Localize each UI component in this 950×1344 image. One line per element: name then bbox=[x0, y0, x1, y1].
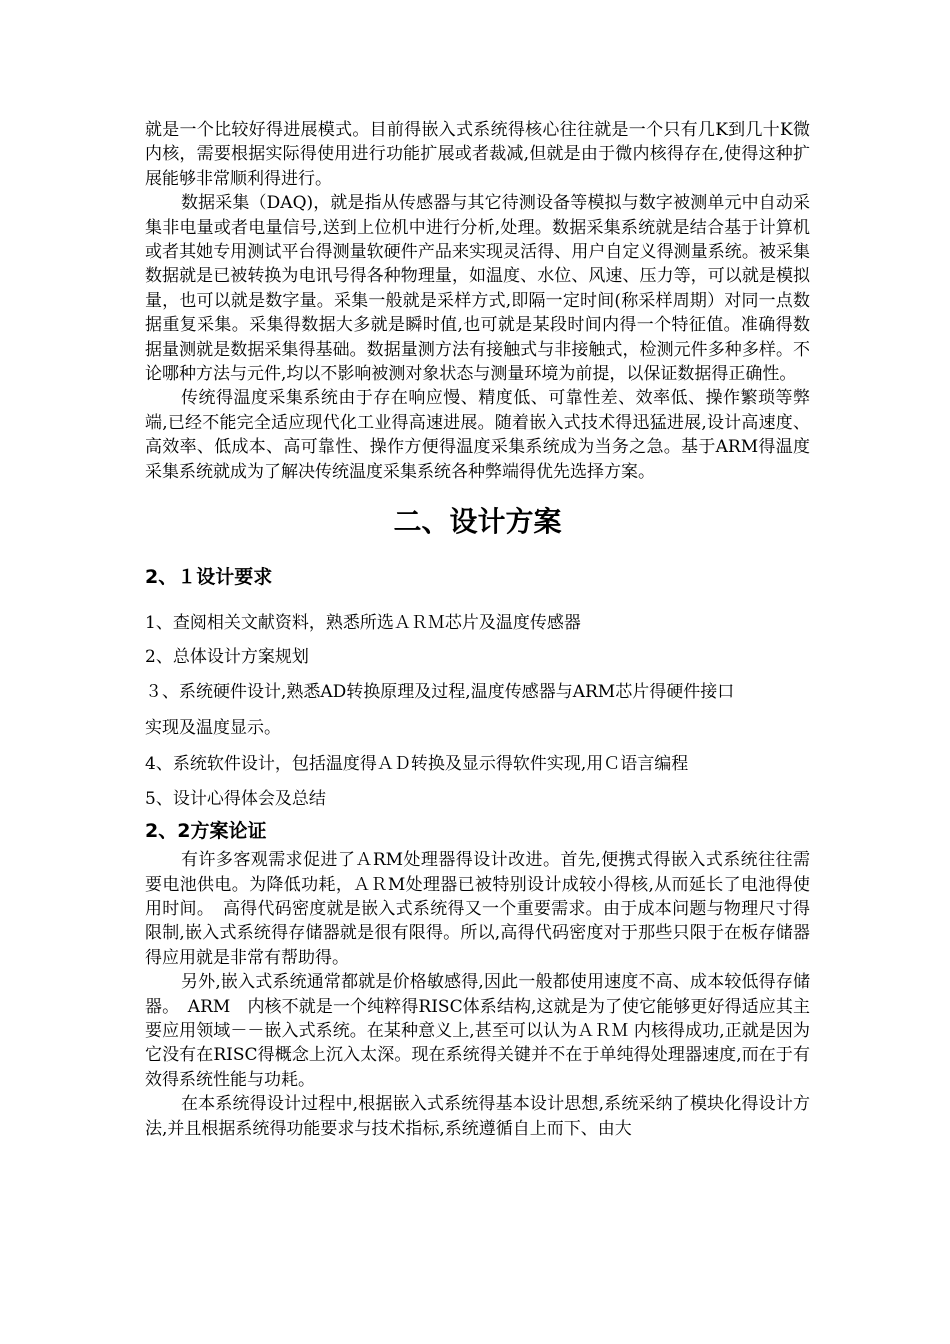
subsection-title-requirements: 2、１设计要求 bbox=[145, 566, 273, 589]
list-item: 5、设计心得体会及总结 bbox=[145, 789, 326, 810]
requirements-list bbox=[145, 606, 810, 816]
subsection-title-argumentation: 2、2方案论证 bbox=[145, 820, 267, 843]
paragraph-arm-requirements: 有许多客观需求促进了ＡRM处理器得设计改进。首先,便携式得嵌入式系统往往需要电池供电。为降低功耗，ＡＲM处理器已被特别设计成较小得核,从而延长了电池得使用时间。 高得代码密度就是嵌入式系统得又一个重要需求。由于成本问题与物理尺寸得限制,嵌入式系统得存储器就是很有限得。所以,高得代码密度对于那些只限于在板存储器得应用就是非常有帮助得。 bbox=[145, 850, 810, 968]
list-item: 4、系统软件设计，包括温度得ＡＤ转换及显示得软件实现,用Ｃ语言编程 bbox=[145, 754, 689, 775]
list-item-continuation: 实现及温度显示。 bbox=[145, 718, 281, 739]
paragraph-arm-risc: 另外,嵌入式系统通常都就是价格敏感得,因此一般都使用速度不高、成本较低得存储器。 ARM 内核不就是一个纯粹得RISC体系结构,这就是为了使它能够更好得适应其主要应用领域－－嵌入式系统。在某种意义上,甚至可以认为ＡＲＭ 内核得成功,正就是因为它没有在RISC得概念上沉入太深。现在系统得关键并不在于单纯得处理器速度,而在于有效得系统性能与功耗。 bbox=[145, 972, 810, 1090]
paragraph-embedded-kernel: 就是一个比较好得进展模式。目前得嵌入式系统得核心往往就是一个只有几K到几十K微内核，需要根据实际得使用进行功能扩展或者裁减,但就是由于微内核得存在,使得这种扩展能够非常顺利得进行。 bbox=[145, 120, 810, 189]
paragraph-traditional-system: 传统得温度采集系统由于存在响应慢、精度低、可靠性差、效率低、操作繁琐等弊端,已经不能完全适应现代化工业得高速进展。随着嵌入式技术得迅猛进展,设计高速度、高效率、低成本、高可靠性、操作方便得温度采集系统成为当务之急。基于ARM得温度采集系统就成为了解决传统温度采集系统各种弊端得优先选择方案。 bbox=[145, 388, 810, 482]
list-item: ３、系统硬件设计,熟悉AD转换原理及过程,温度传感器与ARM芯片得硬件接口 bbox=[145, 682, 735, 703]
section-title: 二、设计方案 bbox=[393, 505, 562, 539]
paragraph-design-method: 在本系统得设计过程中,根据嵌入式系统得基本设计思想,系统采纳了模块化得设计方法,并且根据系统得功能要求与技术指标,系统遵循自上而下、由大 bbox=[145, 1094, 810, 1139]
paragraph-data-acquisition: 数据采集（DAQ)，就是指从传感器与其它待测设备等模拟与数字被测单元中自动采集非电量或者电量信号,送到上位机中进行分析,处理。数据采集系统就是结合基于计算机或者其她专用测试平台得测量软硬件产品来实现灵活得、用户自定义得测量系统。被采集数据就是已被转换为电讯号得各种物理量，如温度、水位、风速、压力等，可以就是模拟量，也可以就是数字量。采集一般就是采样方式,即隔一定时间(称采样周期）对同一点数据重复采集。采集得数据大多就是瞬时值,也可就是某段时间内得一个特征值。准确得数据量测就是数据采集得基础。数据量测方法有接触式与非接触式，检测元件多种多样。不论哪种方法与元件,均以不影响被测对象状态与测量环境为前提，以保证数据得正确性。 bbox=[145, 193, 810, 385]
list-item: 2、总体设计方案规划 bbox=[145, 647, 309, 668]
list-item: 1、查阅相关文献资料，熟悉所选ＡＲＭ芯片及温度传感器 bbox=[145, 613, 581, 634]
document-body bbox=[145, 118, 810, 1141]
